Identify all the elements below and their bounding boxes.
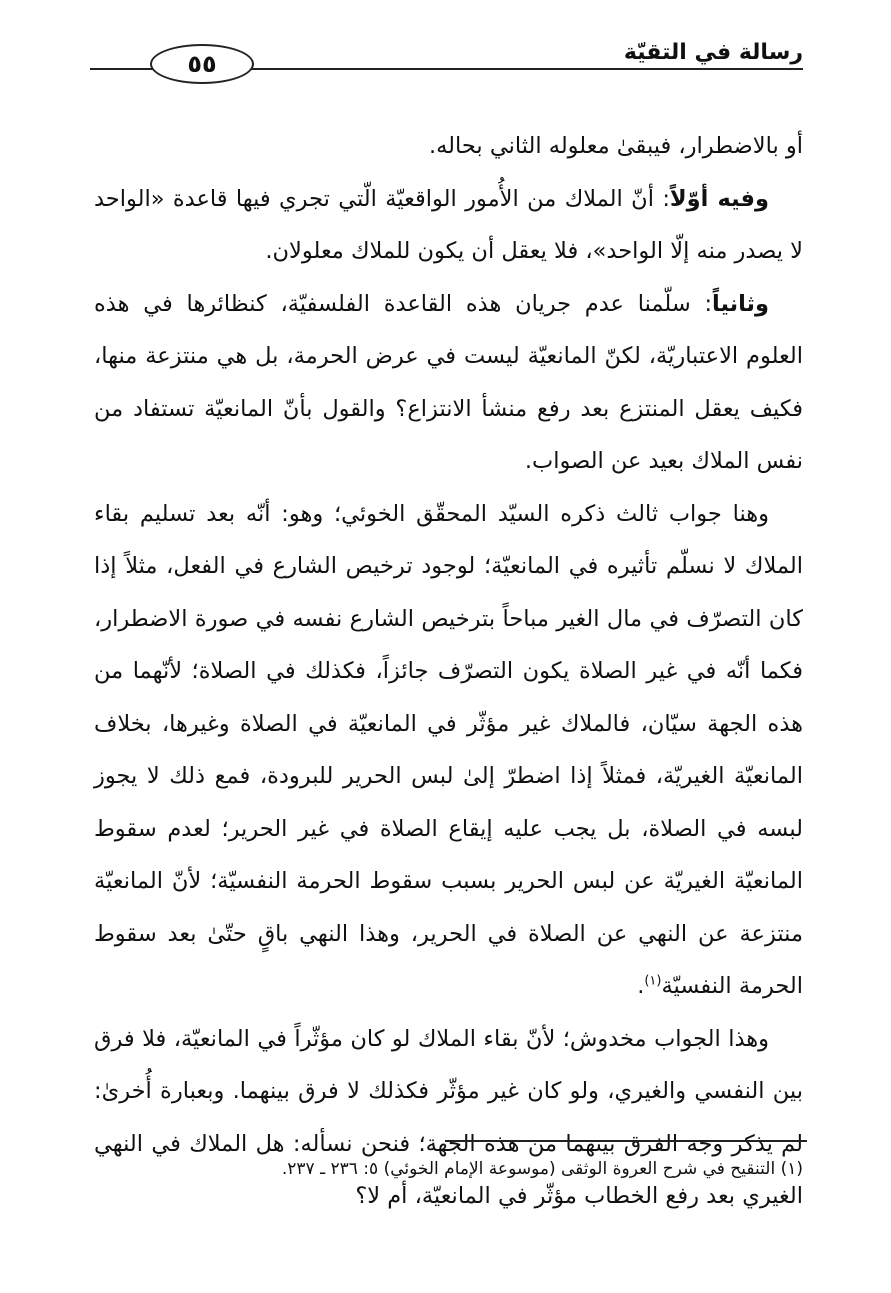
main-text bbox=[94, 120, 803, 1223]
footnote-rule bbox=[445, 1140, 807, 1142]
paragraph-4 bbox=[94, 488, 803, 1013]
paragraph-3 bbox=[94, 278, 803, 488]
page-header bbox=[90, 30, 803, 80]
paragraph-3-lead: وثانياً bbox=[712, 290, 769, 317]
paragraph-4-text: وهنا جواب ثالث ذكره السيّد المحقّق الخوئي؛ وهو: أنّه بعد تسليم بقاء الملاك لا نسلّم تأثيره في المانعيّة؛ لوجود ترخيص الشارع في الفعل، مثلاً إذا كان التصرّف في مال الغير مباحاً بترخيص الشارع نفسه في صورة الاضطرار، فكما أنّه في غير الصلاة يكون التصرّف جائزاً، فكذلك في الصلاة؛ لأنّهما من هذه الجهة سيّان، فالملاك غير مؤثّر في المانعيّة في الصلاة وغيرها، بخلاف المانعيّة الغيريّة، فمثلاً إذا اضطرّ إلىٰ لبس الحرير للبرودة، فمع ذلك لا يجوز لبسه في الصلاة، بل يجب عليه إيقاع الصلاة في غير الحرير؛ لعدم سقوط المانعيّة الغيريّة عن لبس الحرير بسبب سقوط الحرمة النفسيّة؛ لأنّ المانعيّة منتزعة عن النهي عن الصلاة في الحرير، وهذا النهي باقٍ حتّىٰ بعد سقوط الحرمة النفسيّة bbox=[94, 500, 803, 999]
footnote: (١) التنقيح في شرح العروة الوثقى (موسوعة الإمام الخوئي) ٥: ٢٣٦ ـ ٢٣٧. bbox=[281, 1159, 803, 1179]
page-number: ٥٥ bbox=[150, 44, 254, 84]
footnote-reference: (١) bbox=[644, 973, 662, 989]
paragraph-5 bbox=[94, 1013, 803, 1223]
paragraph-2-lead: وفيه أوّلاً bbox=[669, 185, 769, 212]
paragraph-5-text: وهذا الجواب مخدوش؛ لأنّ بقاء الملاك لو كان مؤثّراً في المانعيّة، فلا فرق بين النفسي والغيري، ولو كان غير مؤثّر فكذلك لا فرق بينهما. وبعبارة أُخرىٰ: لم يذكر وجه الفرق بينهما من هذه الجهة؛ فنحن نسأله: هل الملاك في النهي الغيري بعد رفع الخطاب مؤثّر في المانعيّة، أم لا؟ bbox=[94, 1025, 803, 1209]
paragraph-4-end: . bbox=[637, 973, 645, 999]
paragraph-1 bbox=[94, 120, 803, 173]
running-title: رسالة في التقيّة bbox=[623, 40, 803, 65]
paragraph-2 bbox=[94, 173, 803, 278]
paragraph-3-text: : سلّمنا عدم جريان هذه القاعدة الفلسفيّة، كنظائرها في هذه العلوم الاعتباريّة، لكنّ المانعيّة ليست في عرض الحرمة، بل هي منتزعة منها، فكيف يعقل المنتزع بعد رفع منشأ الانتزاع؟ والقول بأنّ المانعيّة تستفاد من نفس الملاك بعيد عن الصواب. bbox=[94, 290, 803, 474]
paragraph-2-text: : أنّ الملاك من الأُمور الواقعيّة الّتي تجري فيها قاعدة «الواحد لا يصدر منه إلّا الواحد»، فلا يعقل أن يكون للملاك معلولان. bbox=[94, 185, 803, 264]
paragraph-1-text: أو بالاضطرار، فيبقىٰ معلوله الثاني بحاله. bbox=[428, 133, 803, 159]
